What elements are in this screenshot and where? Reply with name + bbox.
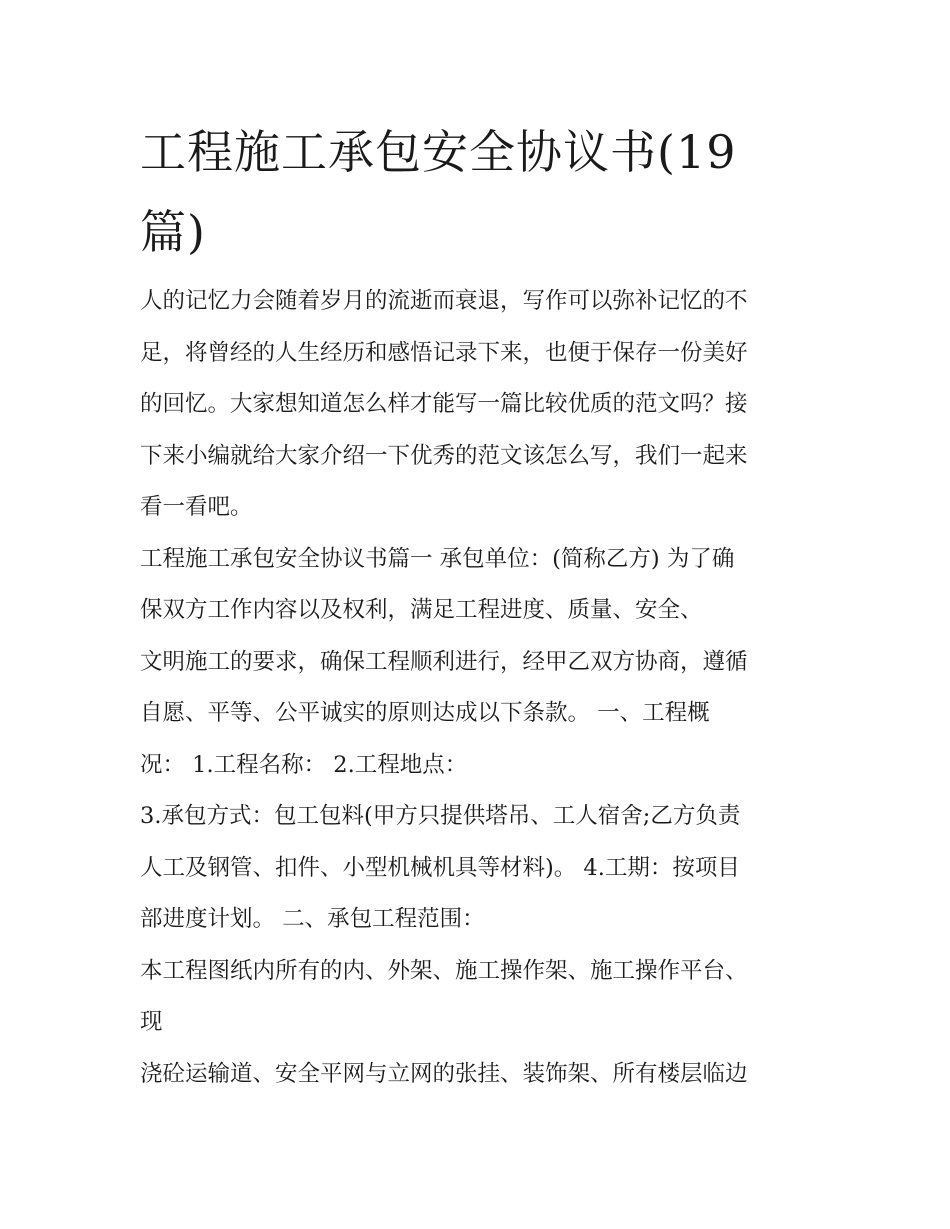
body-line: 现 bbox=[140, 1009, 163, 1035]
title-line: 篇) bbox=[140, 205, 206, 259]
document-body bbox=[140, 276, 820, 1100]
body-line: 浇砼运输道、安全平网与立网的张挂、装饰架、所有楼层临边 bbox=[140, 1060, 748, 1087]
body-line: 人的记忆力会随着岁月的流逝而衰退，写作可以弥补记忆的不 bbox=[140, 288, 748, 314]
body-line: 3.承包方式：包工包料(甲方只提供塔吊、工人宿舍;乙方负责 bbox=[140, 803, 741, 829]
body-line: 下来小编就给大家介绍一下优秀的范文该怎么写，我们一起来 bbox=[140, 442, 748, 469]
body-line: 的回忆。大家想知道怎么样才能写一篇比较优质的范文吗？接 bbox=[140, 391, 748, 417]
body-line: 文明施工的要求，确保工程顺利进行，经甲乙双方协商，遵循 bbox=[140, 648, 748, 675]
title-line: 工程施工承包安全协议书(19 bbox=[140, 125, 737, 179]
body-line: 部进度计划。 二、承包工程范围： bbox=[140, 906, 485, 932]
body-line: 况： 1.工程名称： 2.工程地点： bbox=[140, 751, 468, 778]
body-line: 自愿、平等、公平诚实的原则达成以下条款。 一、工程概 bbox=[140, 700, 710, 726]
body-line: 足，将曾经的人生经历和感悟记录下来，也便于保存一份美好 bbox=[140, 339, 748, 366]
body-line: 工程施工承包安全协议书篇一 承包单位：(简称乙方) 为了确 bbox=[140, 545, 735, 572]
body-line: 看一看吧。 bbox=[140, 494, 253, 520]
document-title bbox=[140, 112, 820, 272]
body-line: 人工及钢管、扣件、小型机械机具等材料)。 4.工期：按项目 bbox=[140, 854, 740, 881]
body-line: 保双方工作内容以及权利，满足工程进度、质量、安全、 bbox=[140, 597, 703, 623]
body-line: 本工程图纸内所有的内、外架、施工操作架、施工操作平台、 bbox=[140, 957, 748, 984]
